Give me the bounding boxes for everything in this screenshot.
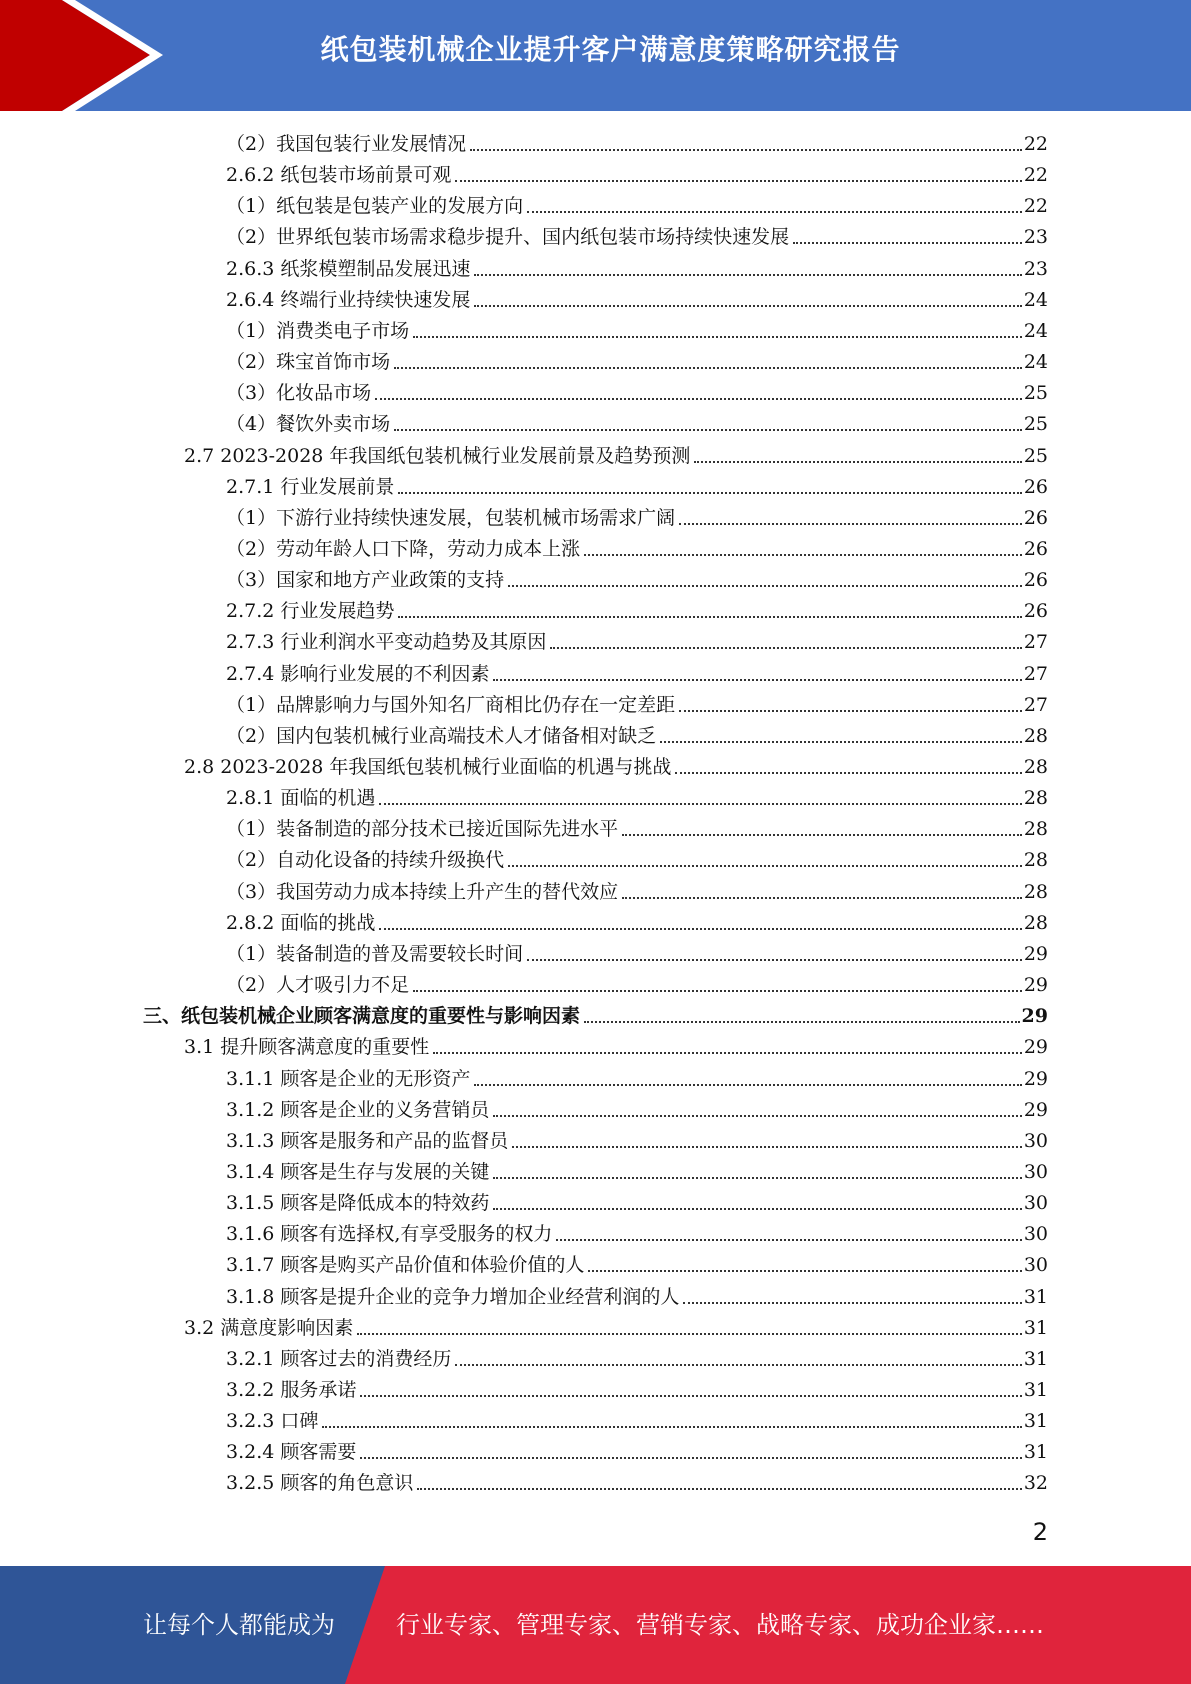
toc-dot-leader: [550, 647, 1021, 649]
toc-entry-label: （3）我国劳动力成本持续上升产生的替代效应: [226, 880, 619, 903]
toc-entry[interactable]: [226, 219, 1048, 250]
toc-entry-page: 29: [1023, 1098, 1048, 1121]
toc-entry[interactable]: [226, 251, 1048, 282]
toc-entry-label: （1）品牌影响力与国外知名厂商相比仍存在一定差距: [226, 693, 676, 716]
toc-entry-page: 29: [1023, 942, 1048, 965]
toc-entry[interactable]: [226, 1279, 1048, 1310]
toc-dot-leader: [360, 1457, 1021, 1459]
toc-entry-page: 28: [1023, 849, 1048, 872]
toc-entry-label: （3）化妆品市场: [226, 382, 372, 405]
toc-entry-page: 28: [1023, 724, 1048, 747]
toc-dot-leader: [417, 1488, 1021, 1490]
toc-entry-page: 26: [1023, 475, 1048, 498]
toc-entry-label: 3.2.3 口碑: [226, 1410, 319, 1433]
toc-entry-page: 22: [1023, 133, 1048, 155]
toc-entry-page: 25: [1023, 382, 1048, 405]
toc-entry-label: 3.2.4 顾客需要: [226, 1441, 357, 1464]
toc-entry[interactable]: [143, 998, 1048, 1029]
toc-entry-page: 28: [1023, 911, 1048, 934]
toc-entry-page: 29: [1023, 1036, 1048, 1059]
toc-entry[interactable]: [226, 1247, 1048, 1278]
toc-entry-label: 3.1.4 顾客是生存与发展的关键: [226, 1160, 490, 1183]
toc-dot-leader: [527, 959, 1022, 961]
toc-dot-leader: [493, 1177, 1021, 1179]
toc-entry[interactable]: [226, 1216, 1048, 1247]
toc-dot-leader: [694, 461, 1021, 463]
toc-dot-leader: [474, 305, 1021, 307]
toc-entry-label: 2.7.3 行业利润水平变动趋势及其原因: [226, 631, 547, 654]
toc-entry-page: 28: [1023, 756, 1048, 778]
toc-entry-page: 31: [1023, 1285, 1048, 1308]
toc-entry-label: （2）人才吸引力不足: [226, 974, 410, 997]
toc-dot-leader: [675, 772, 1021, 774]
toc-dot-leader: [508, 585, 1022, 587]
toc-dot-leader: [470, 149, 1022, 151]
toc-entry[interactable]: [226, 593, 1048, 624]
toc-dot-leader: [375, 398, 1022, 400]
toc-entry-page: 30: [1023, 1254, 1048, 1277]
toc-entry-label: （2）珠宝首饰市场: [226, 351, 391, 374]
toc-entry-label: （2）我国包装行业发展情况: [226, 133, 467, 155]
toc-entry-label: （3）国家和地方产业政策的支持: [226, 569, 505, 592]
toc-entry-page: 27: [1023, 662, 1048, 685]
toc-dot-leader: [413, 336, 1022, 338]
toc-dot-leader: [455, 180, 1021, 182]
toc-entry[interactable]: [226, 1154, 1048, 1185]
toc-entry-page: 29: [1021, 1005, 1048, 1028]
footer-slogan-left: 让每个人都能成为: [143, 1611, 335, 1639]
toc-dot-leader: [379, 928, 1021, 930]
toc-entry[interactable]: [226, 469, 1048, 500]
toc-dot-leader: [357, 1333, 1022, 1335]
toc-entry[interactable]: [226, 157, 1048, 188]
footer-slogan-right: 行业专家、管理专家、营销专家、战略专家、成功企业家……: [396, 1611, 1044, 1639]
toc-entry[interactable]: [226, 1092, 1048, 1123]
toc-entry-page: 32: [1023, 1472, 1048, 1495]
toc-entry[interactable]: [226, 1465, 1048, 1496]
toc-dot-leader: [379, 803, 1021, 805]
toc-entry-label: 2.8 2023-2028 年我国纸包装机械行业面临的机遇与挑战: [184, 756, 672, 778]
toc-dot-leader: [683, 1302, 1021, 1304]
toc-entry[interactable]: [226, 531, 1048, 562]
toc-entry[interactable]: [226, 811, 1048, 842]
toc-entry-page: 25: [1023, 413, 1048, 436]
toc-dot-leader: [360, 1395, 1021, 1397]
toc-entry-page: 28: [1023, 787, 1048, 810]
toc-entry[interactable]: [184, 438, 1048, 469]
toc-dot-leader: [455, 1364, 1021, 1366]
toc-entry[interactable]: [226, 718, 1048, 749]
toc-entry-label: 3.1.8 顾客是提升企业的竞争力增加企业经营利润的人: [226, 1285, 680, 1308]
toc-entry-page: 27: [1023, 693, 1048, 716]
toc-dot-leader: [493, 1115, 1021, 1117]
toc-entry-page: 22: [1023, 195, 1048, 218]
toc-dot-leader: [512, 1146, 1021, 1148]
toc-entry-label: （2）劳动年龄人口下降，劳动力成本上涨: [226, 537, 581, 560]
toc-entry-page: 28: [1023, 880, 1048, 903]
toc-entry-label: （1）消费类电子市场: [226, 319, 410, 342]
toc-dot-leader: [394, 367, 1022, 369]
toc-dot-leader: [622, 834, 1022, 836]
toc-dot-leader: [394, 429, 1022, 431]
toc-entry-label: 2.7.2 行业发展趋势: [226, 600, 395, 623]
toc-dot-leader: [556, 1239, 1021, 1241]
toc-entry-label: 2.7 2023-2028 年我国纸包装机械行业发展前景及趋势预测: [184, 444, 691, 467]
report-title: 纸包装机械企业提升客户满意度策略研究报告: [320, 33, 901, 66]
toc-entry-label: 3.2 满意度影响因素: [184, 1316, 354, 1339]
toc-entry-page: 22: [1023, 164, 1048, 187]
toc-entry[interactable]: [184, 749, 1048, 780]
toc-entry-label: （1）下游行业持续快速发展，包装机械市场需求广阔: [226, 506, 676, 529]
toc-entry[interactable]: [226, 406, 1048, 437]
toc-entry-label: （2）国内包装机械行业高端技术人才储备相对缺乏: [226, 724, 657, 747]
toc-dot-leader: [493, 679, 1021, 681]
toc-entry-page: 25: [1023, 444, 1048, 467]
toc-entry-label: （1）纸包装是包装产业的发展方向: [226, 195, 524, 218]
toc-entry-label: 3.1 提升顾客满意度的重要性: [184, 1036, 430, 1059]
toc-entry[interactable]: [226, 313, 1048, 344]
toc-entry[interactable]: [226, 126, 1048, 157]
toc-entry[interactable]: [226, 344, 1048, 375]
page-header: [0, 0, 1191, 111]
toc-entry-label: 2.8.1 面临的机遇: [226, 787, 376, 810]
toc-entry[interactable]: [226, 1403, 1048, 1434]
toc-entry[interactable]: [226, 874, 1048, 905]
page-number: 2: [1032, 1518, 1048, 1546]
toc-entry[interactable]: [226, 624, 1048, 655]
toc-entry-page: 29: [1023, 974, 1048, 997]
toc-entry-page: 24: [1023, 319, 1048, 342]
toc-entry[interactable]: [184, 1029, 1048, 1060]
toc-entry-label: 3.1.1 顾客是企业的无形资产: [226, 1067, 471, 1090]
toc-dot-leader: [584, 1021, 1020, 1023]
toc-entry-label: 2.6.3 纸浆模塑制品发展迅速: [226, 257, 471, 280]
toc-entry-page: 30: [1023, 1129, 1048, 1152]
toc-entry-page: 23: [1023, 226, 1048, 249]
toc-entry-label: 3.2.1 顾客过去的消费经历: [226, 1347, 452, 1370]
toc-entry-page: 30: [1023, 1192, 1048, 1215]
toc-entry-label: 2.8.2 面临的挑战: [226, 911, 376, 934]
header-arrow-decoration: [0, 0, 170, 111]
toc-entry[interactable]: [226, 842, 1048, 873]
toc-entry-page: 31: [1023, 1316, 1048, 1339]
toc-entry[interactable]: [226, 1372, 1048, 1403]
toc-entry-page: 26: [1023, 537, 1048, 560]
toc-entry-page: 26: [1023, 569, 1048, 592]
toc-entry-label: 3.1.2 顾客是企业的义务营销员: [226, 1098, 490, 1121]
toc-entry-page: 31: [1023, 1441, 1048, 1464]
toc-entry-page: 24: [1023, 288, 1048, 311]
toc-entry[interactable]: [226, 1185, 1048, 1216]
toc-entry-page: 31: [1023, 1410, 1048, 1433]
toc-entry-label: 2.7.1 行业发展前景: [226, 475, 395, 498]
toc-entry-label: 2.6.4 终端行业持续快速发展: [226, 288, 471, 311]
toc-entry-label: 2.7.4 影响行业发展的不利因素: [226, 662, 490, 685]
toc-dot-leader: [793, 242, 1022, 244]
toc-entry[interactable]: [226, 967, 1048, 998]
toc-entry[interactable]: [226, 687, 1048, 718]
toc-entry[interactable]: [226, 936, 1048, 967]
toc-entry-page: 26: [1023, 506, 1048, 529]
toc-dot-leader: [398, 616, 1021, 618]
toc-dot-leader: [584, 554, 1022, 556]
toc-dot-leader: [527, 211, 1022, 213]
toc-dot-leader: [622, 897, 1022, 899]
toc-entry[interactable]: [226, 656, 1048, 687]
toc-entry-page: 30: [1023, 1223, 1048, 1246]
toc-entry-page: 30: [1023, 1160, 1048, 1183]
toc-entry-page: 31: [1023, 1347, 1048, 1370]
toc-entry[interactable]: [226, 780, 1048, 811]
toc-entry[interactable]: [226, 282, 1048, 313]
toc-dot-leader: [474, 1084, 1021, 1086]
toc-entry-label: 3.1.3 顾客是服务和产品的监督员: [226, 1129, 509, 1152]
toc-dot-leader: [398, 492, 1021, 494]
page-footer: [0, 1566, 1191, 1684]
toc-entry-label: （2）世界纸包装市场需求稳步提升、国内纸包装市场持续快速发展: [226, 226, 790, 249]
toc-dot-leader: [413, 990, 1022, 992]
toc-entry-label: 3.1.7 顾客是购买产品价值和体验价值的人: [226, 1254, 585, 1277]
toc-entry-page: 24: [1023, 351, 1048, 374]
toc-entry-label: （1）装备制造的普及需要较长时间: [226, 942, 524, 965]
toc-dot-leader: [433, 1052, 1022, 1054]
toc-entry-label: 3.2.5 顾客的角色意识: [226, 1472, 414, 1495]
toc-entry-label: 三、纸包装机械企业顾客满意度的重要性与影响因素: [143, 1005, 581, 1028]
toc-entry-label: （2）自动化设备的持续升级换代: [226, 849, 505, 872]
toc-entry-page: 29: [1023, 1067, 1048, 1090]
toc-entry[interactable]: [226, 562, 1048, 593]
toc-entry-page: 26: [1023, 600, 1048, 623]
toc-entry-page: 28: [1023, 818, 1048, 841]
toc-dot-leader: [588, 1270, 1021, 1272]
toc-entry[interactable]: [226, 188, 1048, 219]
toc-entry[interactable]: [226, 905, 1048, 936]
toc-entry-label: 2.6.2 纸包装市场前景可观: [226, 164, 452, 187]
toc-dot-leader: [679, 523, 1022, 525]
toc-dot-leader: [493, 1208, 1021, 1210]
toc-entry[interactable]: [226, 1123, 1048, 1154]
toc-entry[interactable]: [226, 500, 1048, 531]
toc-entry[interactable]: [226, 1061, 1048, 1092]
toc-dot-leader: [322, 1426, 1021, 1428]
toc-entry-label: （1）装备制造的部分技术已接近国际先进水平: [226, 818, 619, 841]
toc-entry[interactable]: [226, 375, 1048, 406]
toc-entry-page: 23: [1023, 257, 1048, 280]
toc-entry[interactable]: [184, 1310, 1048, 1341]
toc-entry[interactable]: [226, 1434, 1048, 1465]
toc-dot-leader: [474, 274, 1021, 276]
toc-entry-page: 31: [1023, 1379, 1048, 1401]
toc-entry-label: 3.2.2 服务承诺: [226, 1379, 357, 1401]
toc-dot-leader: [660, 741, 1022, 743]
toc-dot-leader: [508, 865, 1022, 867]
toc-entry-label: （4）餐饮外卖市场: [226, 413, 391, 436]
toc-entry[interactable]: [226, 1341, 1048, 1372]
toc-entry-label: 3.1.5 顾客是降低成本的特效药: [226, 1192, 490, 1215]
toc-entry-page: 27: [1023, 631, 1048, 654]
toc-entry-label: 3.1.6 顾客有选择权,有享受服务的权力: [226, 1223, 553, 1246]
toc-dot-leader: [679, 710, 1022, 712]
